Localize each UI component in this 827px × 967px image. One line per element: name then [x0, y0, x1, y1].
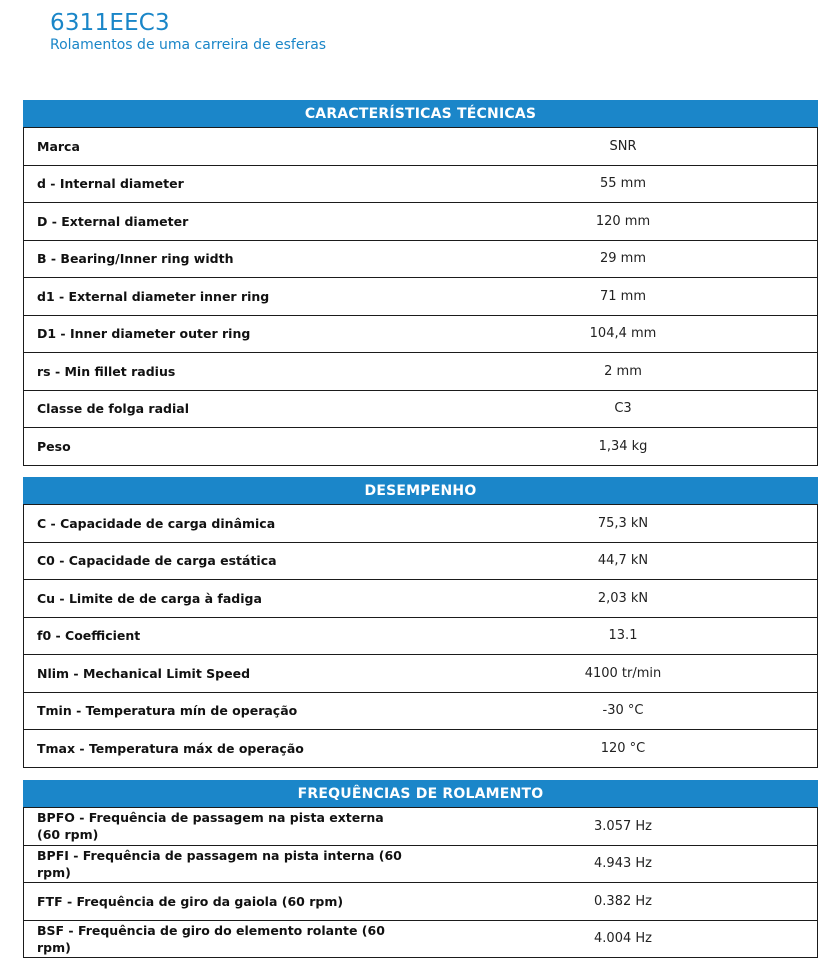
table-row [24, 504, 817, 542]
table-row [24, 202, 817, 240]
row-value: 13.1 [608, 628, 638, 644]
table-row [24, 542, 817, 580]
row-value: 44,7 kN [597, 553, 649, 569]
row-value: 120 mm [595, 213, 651, 229]
row-value: 1,34 kg [598, 438, 648, 454]
table-row [24, 579, 817, 617]
row-label: Nlim - Mechanical Limit Speed [37, 665, 251, 681]
table-row [24, 807, 817, 845]
section-performance [23, 477, 818, 768]
row-label: BPFO - Frequência de passagem na pista externa (60 rpm) [37, 810, 384, 843]
row-label: C - Capacidade de carga dinâmica [37, 515, 276, 531]
section-bearing-frequencies [23, 780, 818, 958]
table-row [24, 277, 817, 315]
spec-table [23, 807, 818, 958]
table-row [24, 315, 817, 353]
table-row [24, 617, 817, 655]
table-row [24, 427, 817, 465]
row-label: B - Bearing/Inner ring width [37, 251, 234, 267]
row-value: 120 °C [600, 740, 646, 756]
product-code: 6311EEC3 [50, 10, 170, 36]
table-row [24, 127, 817, 165]
table-row [24, 654, 817, 692]
spec-table [23, 504, 818, 768]
row-value: 0.382 Hz [594, 893, 652, 909]
row-value: 55 mm [599, 176, 646, 192]
table-row [24, 845, 817, 883]
table-row [24, 729, 817, 767]
row-value: 2,03 kN [597, 590, 649, 606]
row-value: 4.004 Hz [594, 931, 652, 947]
row-value: 75,3 kN [597, 515, 649, 531]
row-value: 4100 tr/min [584, 665, 662, 681]
row-value: SNR [609, 138, 637, 154]
row-label: Tmax - Temperatura máx de operação [37, 740, 304, 756]
row-label: D1 - Inner diameter outer ring [37, 326, 251, 342]
section-title: FREQUÊNCIAS DE ROLAMENTO [23, 780, 818, 807]
row-label: Classe de folga radial [37, 401, 189, 417]
section-technical-characteristics [23, 100, 818, 466]
table-row [24, 882, 817, 920]
spec-table [23, 127, 818, 466]
row-value: C3 [614, 401, 632, 417]
table-row [24, 165, 817, 203]
section-title: DESEMPENHO [23, 477, 818, 504]
row-value: 3.057 Hz [594, 818, 652, 834]
row-value: 29 mm [599, 251, 646, 267]
row-label: d1 - External diameter inner ring [37, 288, 270, 304]
row-label: d - Internal diameter [37, 176, 184, 192]
row-label: Cu - Limite de de carga à fadiga [37, 590, 262, 606]
section-title: CARACTERÍSTICAS TÉCNICAS [23, 100, 818, 127]
row-label: Tmin - Temperatura mín de operação [37, 703, 298, 719]
table-row [24, 692, 817, 730]
row-value: 104,4 mm [589, 326, 657, 342]
row-label: BSF - Frequência de giro do elemento rolante (60 rpm) [37, 922, 385, 955]
row-label: f0 - Coefficient [37, 628, 141, 644]
row-label: C0 - Capacidade de carga estática [37, 553, 277, 569]
row-value: 2 mm [604, 363, 642, 379]
row-label: BPFI - Frequência de passagem na pista interna (60 rpm) [37, 847, 402, 880]
page-header [50, 10, 326, 54]
row-value: -30 °C [602, 703, 644, 719]
row-label: rs - Min fillet radius [37, 363, 176, 379]
row-value: 71 mm [599, 288, 646, 304]
table-row [24, 390, 817, 428]
row-label: D - External diameter [37, 213, 189, 229]
row-label: Marca [37, 138, 80, 154]
row-label: Peso [37, 438, 71, 454]
product-description: Rolamentos de uma carreira de esferas [50, 37, 327, 53]
table-row [24, 352, 817, 390]
table-row [24, 920, 817, 958]
table-row [24, 240, 817, 278]
row-value: 4.943 Hz [594, 856, 652, 872]
row-label: FTF - Frequência de giro da gaiola (60 rpm) [37, 893, 344, 909]
